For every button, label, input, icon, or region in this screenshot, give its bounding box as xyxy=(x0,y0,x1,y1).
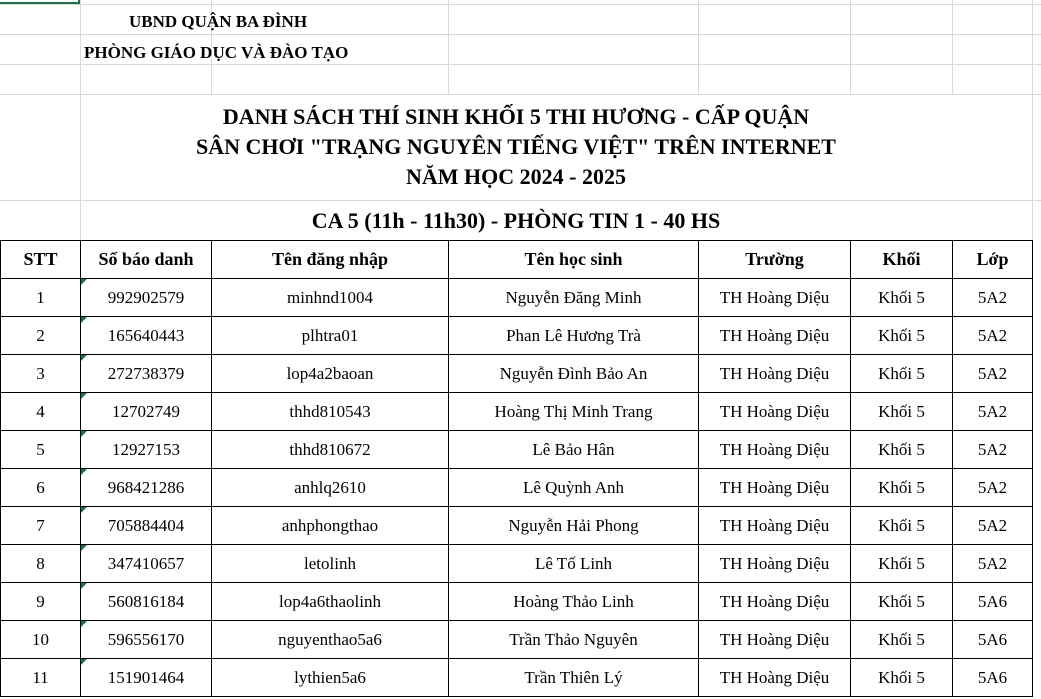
cell-lop[interactable] xyxy=(953,583,1033,621)
org-line-2: PHÒNG GIÁO DỤC VÀ ĐÀO TẠO xyxy=(84,43,349,62)
cell-text: lop4a6thaolinh xyxy=(279,591,381,611)
cell-text: 347410657 xyxy=(107,553,185,573)
cell-text: 5A6 xyxy=(977,667,1008,687)
number-as-text-indicator xyxy=(81,355,87,361)
table-row xyxy=(1,355,1033,393)
cell-so-bao-danh[interactable] xyxy=(81,393,212,431)
cell-text: 5A2 xyxy=(977,325,1008,345)
cell-so-bao-danh[interactable] xyxy=(81,431,212,469)
cell-ten-dang-nhap[interactable] xyxy=(212,317,449,355)
cell-text: minhnd1004 xyxy=(287,287,373,307)
cell-text: 560816184 xyxy=(107,591,185,611)
cell-text: TH Hoàng Diệu xyxy=(719,287,830,307)
cell-truong[interactable] xyxy=(699,621,851,659)
cell-khoi[interactable] xyxy=(851,317,953,355)
cell-text: plhtra01 xyxy=(301,325,359,345)
cell-text: Phan Lê Hương Trà xyxy=(506,325,641,345)
cell-text: Trần Thảo Nguyên xyxy=(509,629,638,649)
table-row xyxy=(1,317,1033,355)
cell-text: 2 xyxy=(36,325,45,345)
table-row xyxy=(1,431,1033,469)
cell-truong[interactable] xyxy=(699,279,851,317)
student-table xyxy=(0,240,1033,697)
cell-lop[interactable] xyxy=(953,393,1033,431)
cell-ten-hoc-sinh[interactable] xyxy=(449,507,699,545)
session-title: CA 5 (11h - 11h30) - PHÒNG TIN 1 - 40 HS xyxy=(311,208,721,233)
cell-text: TH Hoàng Diệu xyxy=(719,401,830,421)
number-as-text-indicator xyxy=(81,583,87,589)
number-as-text-indicator xyxy=(81,393,87,399)
cell-truong[interactable] xyxy=(699,507,851,545)
number-as-text-indicator xyxy=(81,621,87,627)
cell-so-bao-danh[interactable] xyxy=(81,621,212,659)
cell-ten-dang-nhap[interactable] xyxy=(212,431,449,469)
table-row xyxy=(1,279,1033,317)
cell-stt[interactable] xyxy=(1,393,81,431)
table-header-row xyxy=(1,241,1033,279)
cell-text: 272738379 xyxy=(107,363,185,383)
cell-so-bao-danh[interactable] xyxy=(81,545,212,583)
cell-text: 7 xyxy=(36,515,45,535)
table-row xyxy=(1,507,1033,545)
cell-stt[interactable] xyxy=(1,279,81,317)
cell-truong[interactable] xyxy=(699,583,851,621)
cell-lop[interactable] xyxy=(953,317,1033,355)
cell-khoi[interactable] xyxy=(851,469,953,507)
cell-so-bao-danh[interactable] xyxy=(81,279,212,317)
cell-text: 5A6 xyxy=(977,629,1008,649)
cell-stt[interactable] xyxy=(1,431,81,469)
cell-khoi[interactable] xyxy=(851,507,953,545)
column-header-ten-hoc-sinh[interactable]: Tên học sinh xyxy=(449,241,699,279)
cell-text: Hoàng Thảo Linh xyxy=(513,591,634,611)
cell-text: thhd810672 xyxy=(289,439,371,459)
cell-text: 5A2 xyxy=(977,363,1008,383)
number-as-text-indicator xyxy=(81,279,87,285)
cell-text: 151901464 xyxy=(107,667,185,687)
cell-text: Khối 5 xyxy=(878,363,925,383)
cell-stt[interactable] xyxy=(1,659,81,697)
cell-text: 596556170 xyxy=(107,629,185,649)
cell-ten-hoc-sinh[interactable] xyxy=(449,469,699,507)
cell-text: Khối 5 xyxy=(878,515,925,535)
org-line-1: UBND QUẬN BA ĐÌNH xyxy=(129,12,308,31)
cell-lop[interactable] xyxy=(953,545,1033,583)
cell-ten-hoc-sinh[interactable] xyxy=(449,317,699,355)
cell-text: Khối 5 xyxy=(878,591,925,611)
column-header-khoi[interactable]: Khối xyxy=(851,241,953,279)
cell-text: Khối 5 xyxy=(878,325,925,345)
cell-ten-dang-nhap[interactable] xyxy=(212,659,449,697)
table-row xyxy=(1,621,1033,659)
table-row xyxy=(1,469,1033,507)
cell-khoi[interactable] xyxy=(851,659,953,697)
cell-lop[interactable] xyxy=(953,469,1033,507)
cell-text: Nguyễn Đình Bảo An xyxy=(499,363,648,383)
table-row xyxy=(1,583,1033,621)
cell-text: Lê Quỳnh Anh xyxy=(522,477,625,497)
cell-text: TH Hoàng Diệu xyxy=(719,629,830,649)
cell-text: 3 xyxy=(36,363,45,383)
cell-lop[interactable] xyxy=(953,659,1033,697)
cell-khoi[interactable] xyxy=(851,279,953,317)
column-header-truong[interactable]: Trường xyxy=(699,241,851,279)
cell-text: Nguyễn Hải Phong xyxy=(508,515,639,535)
cell-text: TH Hoàng Diệu xyxy=(719,515,830,535)
column-header-ten-dang-nhap[interactable]: Tên đăng nhập xyxy=(212,241,449,279)
cell-text: 11 xyxy=(32,667,49,687)
cell-ten-dang-nhap[interactable] xyxy=(212,279,449,317)
title-line-1: DANH SÁCH THÍ SINH KHỐI 5 THI HƯƠNG - CẤP QUẬN xyxy=(222,104,810,129)
title-line-2: SÂN CHƠI "TRẠNG NGUYÊN TIẾNG VIỆT" TRÊN INTERNET xyxy=(196,134,836,159)
number-as-text-indicator xyxy=(81,659,87,665)
cell-text: 5A2 xyxy=(977,477,1008,497)
cell-so-bao-danh[interactable] xyxy=(81,469,212,507)
cell-text: nguyenthao5a6 xyxy=(278,629,382,649)
cell-text: Hoàng Thị Minh Trang xyxy=(494,401,653,421)
cell-so-bao-danh[interactable] xyxy=(81,659,212,697)
cell-text: 5A2 xyxy=(977,439,1008,459)
cell-ten-hoc-sinh[interactable] xyxy=(449,621,699,659)
number-as-text-indicator xyxy=(81,317,87,323)
cell-stt[interactable] xyxy=(1,355,81,393)
cell-ten-dang-nhap[interactable] xyxy=(212,355,449,393)
cell-ten-hoc-sinh[interactable] xyxy=(449,545,699,583)
cell-text: 5A6 xyxy=(977,591,1008,611)
cell-ten-dang-nhap[interactable] xyxy=(212,583,449,621)
cell-lop[interactable] xyxy=(953,431,1033,469)
cell-text: Nguyễn Đăng Minh xyxy=(505,287,642,307)
cell-text: 4 xyxy=(36,401,45,421)
cell-ten-hoc-sinh[interactable] xyxy=(449,393,699,431)
cell-ten-hoc-sinh[interactable] xyxy=(449,279,699,317)
cell-ten-hoc-sinh[interactable] xyxy=(449,355,699,393)
cell-text: anhphongthao xyxy=(281,515,379,535)
cell-lop[interactable] xyxy=(953,279,1033,317)
cell-truong[interactable] xyxy=(699,393,851,431)
column-header-lop[interactable]: Lớp xyxy=(953,241,1033,279)
table-row xyxy=(1,545,1033,583)
active-cell-indicator[interactable] xyxy=(0,0,80,4)
cell-text: TH Hoàng Diệu xyxy=(719,477,830,497)
cell-khoi[interactable] xyxy=(851,393,953,431)
cell-text: Khối 5 xyxy=(878,553,925,573)
cell-text: 165640443 xyxy=(107,325,185,345)
cell-text: TH Hoàng Diệu xyxy=(719,363,830,383)
cell-stt[interactable] xyxy=(1,621,81,659)
cell-text: 8 xyxy=(36,553,45,573)
cell-text: TH Hoàng Diệu xyxy=(719,553,830,573)
number-as-text-indicator xyxy=(81,545,87,551)
cell-khoi[interactable] xyxy=(851,431,953,469)
cell-ten-dang-nhap[interactable] xyxy=(212,621,449,659)
cell-text: thhd810543 xyxy=(289,401,371,421)
cell-text: 5A2 xyxy=(977,515,1008,535)
cell-text: 5A2 xyxy=(977,287,1008,307)
cell-so-bao-danh[interactable] xyxy=(81,507,212,545)
cell-stt[interactable] xyxy=(1,507,81,545)
cell-text: 992902579 xyxy=(107,287,185,307)
cell-text: lythien5a6 xyxy=(294,667,366,687)
cell-so-bao-danh[interactable] xyxy=(81,355,212,393)
cell-text: 12702749 xyxy=(112,401,180,421)
cell-ten-dang-nhap[interactable] xyxy=(212,469,449,507)
cell-text: TH Hoàng Diệu xyxy=(719,591,830,611)
cell-khoi[interactable] xyxy=(851,583,953,621)
table-row xyxy=(1,659,1033,697)
table-row xyxy=(1,393,1033,431)
cell-text: anhlq2610 xyxy=(294,477,366,497)
cell-text: TH Hoàng Diệu xyxy=(719,439,830,459)
number-as-text-indicator xyxy=(81,431,87,437)
cell-text: TH Hoàng Diệu xyxy=(719,667,830,687)
cell-text: Lê Bảo Hân xyxy=(532,439,615,459)
cell-text: 6 xyxy=(36,477,45,497)
cell-stt[interactable] xyxy=(1,545,81,583)
cell-text: 1 xyxy=(36,287,45,307)
cell-text: 705884404 xyxy=(107,515,185,535)
cell-text: letolinh xyxy=(304,553,356,573)
cell-ten-dang-nhap[interactable] xyxy=(212,545,449,583)
cell-text: 968421286 xyxy=(107,477,185,497)
cell-text: lop4a2baoan xyxy=(286,363,374,383)
cell-text: Khối 5 xyxy=(878,439,925,459)
number-as-text-indicator xyxy=(81,507,87,513)
cell-text: Khối 5 xyxy=(878,667,925,687)
cell-khoi[interactable] xyxy=(851,355,953,393)
cell-text: Trần Thiên Lý xyxy=(524,667,623,687)
column-header-so-bao-danh[interactable]: Số báo danh xyxy=(81,241,212,279)
column-header-stt[interactable]: STT xyxy=(1,241,81,279)
cell-ten-hoc-sinh[interactable] xyxy=(449,583,699,621)
cell-ten-hoc-sinh[interactable] xyxy=(449,659,699,697)
cell-truong[interactable] xyxy=(699,469,851,507)
title-line-3: NĂM HỌC 2024 - 2025 xyxy=(406,164,626,189)
cell-text: 5A2 xyxy=(977,553,1008,573)
cell-khoi[interactable] xyxy=(851,545,953,583)
cell-lop[interactable] xyxy=(953,355,1033,393)
cell-text: Khối 5 xyxy=(878,477,925,497)
cell-text: 5A2 xyxy=(977,401,1008,421)
cell-ten-dang-nhap[interactable] xyxy=(212,507,449,545)
cell-text: Khối 5 xyxy=(878,287,925,307)
cell-truong[interactable] xyxy=(699,545,851,583)
cell-stt[interactable] xyxy=(1,583,81,621)
cell-truong[interactable] xyxy=(699,317,851,355)
cell-text: Khối 5 xyxy=(878,401,925,421)
cell-lop[interactable] xyxy=(953,621,1033,659)
cell-ten-hoc-sinh[interactable] xyxy=(449,431,699,469)
number-as-text-indicator xyxy=(81,469,87,475)
cell-text: 5 xyxy=(36,439,45,459)
cell-lop[interactable] xyxy=(953,507,1033,545)
cell-truong[interactable] xyxy=(699,431,851,469)
cell-text: Khối 5 xyxy=(878,629,925,649)
cell-text: Lê Tố Linh xyxy=(534,553,613,573)
cell-stt[interactable] xyxy=(1,469,81,507)
cell-khoi[interactable] xyxy=(851,621,953,659)
cell-so-bao-danh[interactable] xyxy=(81,583,212,621)
cell-truong[interactable] xyxy=(699,659,851,697)
cell-text: TH Hoàng Diệu xyxy=(719,325,830,345)
cell-ten-dang-nhap[interactable] xyxy=(212,393,449,431)
cell-so-bao-danh[interactable] xyxy=(81,317,212,355)
cell-text: 12927153 xyxy=(112,439,180,459)
cell-text: 10 xyxy=(32,629,49,649)
cell-text: 9 xyxy=(36,591,45,611)
cell-stt[interactable] xyxy=(1,317,81,355)
cell-truong[interactable] xyxy=(699,355,851,393)
